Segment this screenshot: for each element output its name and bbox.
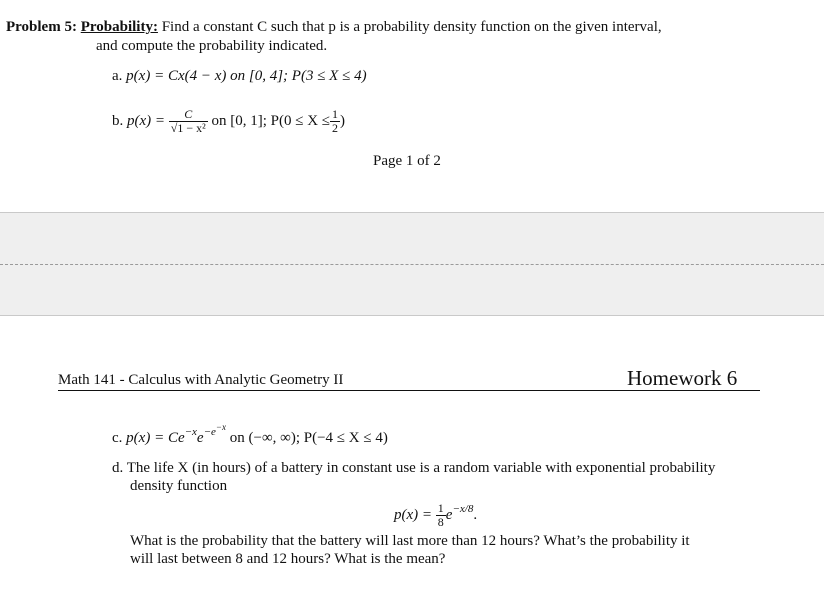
part-a-text: p(x) = Cx(4 − x) on [0, 4]; P(3 ≤ X ≤ 4): [126, 68, 367, 84]
part-c-exp2: −e: [203, 426, 216, 438]
problem-intro-line1: Find a constant C such that p is a probability density function on the given interval,: [161, 19, 662, 35]
header-rule: [58, 390, 760, 391]
page-one: [0, 0, 824, 212]
problem-label: Problem 5:: [6, 19, 77, 35]
page-gap: [0, 212, 824, 316]
part-d-formula: [394, 494, 477, 530]
part-d-line2: density function: [130, 478, 228, 494]
formula-end: .: [473, 507, 478, 523]
part-d-question-line2: will last between 8 and 12 hours? What is the mean?: [130, 551, 446, 567]
part-b-close: ): [340, 113, 346, 129]
part-c-rest: on (−∞, ∞); P(−4 ≤ X ≤ 4): [229, 430, 388, 446]
part-c-exp2-sup: −x: [215, 422, 226, 432]
problem-topic: Probability:: [80, 19, 158, 35]
part-d-question-line1: What is the probability that the battery will last more than 12 hours? What’s the probability it: [130, 533, 690, 549]
part-b-half-den: 2: [332, 121, 339, 136]
homework-title: Homework 6: [627, 366, 738, 390]
formula-e: e: [445, 507, 453, 523]
part-b-numerator: C: [184, 107, 193, 122]
part-b-label: b.: [112, 113, 124, 129]
part-d-label: d.: [112, 460, 124, 476]
formula-frac-den: 8: [437, 515, 444, 530]
formula-frac-num: 1: [437, 501, 444, 516]
part-d-text1: The life X (in hours) of a battery in constant use is a random variable with exponential probability: [126, 460, 716, 476]
part-d-line1: [112, 459, 715, 477]
part-b-fraction: [169, 108, 208, 135]
part-c-lhs: p(x) = Ce: [126, 430, 185, 446]
part-c: [112, 418, 388, 447]
formula-fraction: [436, 502, 446, 529]
problem-heading: [6, 18, 662, 36]
part-b-denominator: √1 − x²: [170, 121, 206, 136]
part-b-half: [330, 108, 340, 135]
formula-lhs: p(x) =: [394, 507, 433, 523]
page-break-line: [0, 264, 824, 265]
part-c-label: c.: [112, 430, 123, 446]
part-c-exp1: −x: [184, 426, 197, 438]
problem-intro-line2: and compute the probability indicated.: [96, 38, 328, 54]
part-b: [112, 106, 345, 136]
part-b-half-num: 1: [332, 107, 339, 122]
page-footer: Page 1 of 2: [373, 153, 441, 169]
part-b-lhs: p(x) =: [127, 113, 166, 129]
course-title: Math 141 - Calculus with Analytic Geometry II: [58, 372, 344, 388]
part-c-mid: e: [196, 430, 204, 446]
part-a-label: a.: [112, 68, 123, 84]
part-a: [112, 67, 367, 85]
formula-exponent: −x/8: [452, 503, 474, 515]
part-b-rest: on [0, 1]; P(0 ≤ X ≤: [211, 113, 331, 129]
